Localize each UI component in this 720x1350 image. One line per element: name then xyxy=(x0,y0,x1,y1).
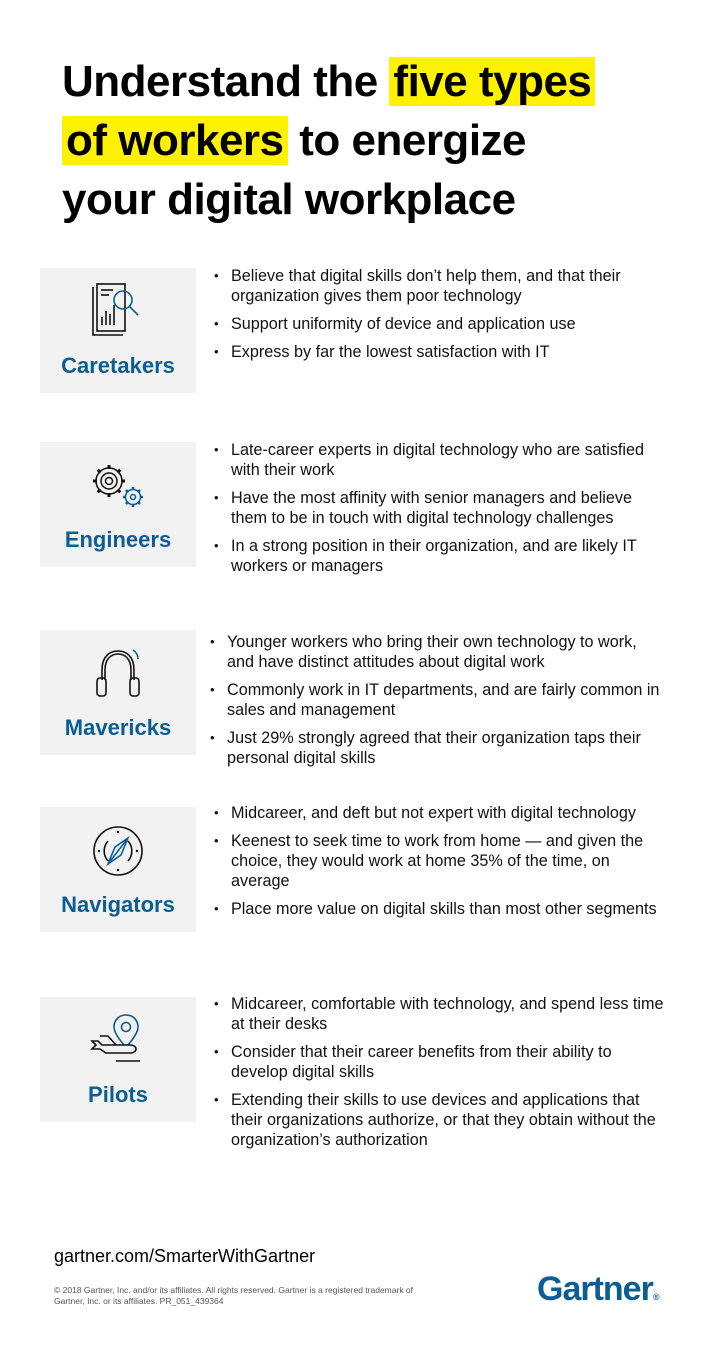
bullet-item: • Place more value on digital skills than most other segments xyxy=(212,899,667,919)
bullet-item: • Support uniformity of device and application use xyxy=(212,314,667,334)
segment-bullets-mavericks xyxy=(208,632,663,776)
gears-icon xyxy=(40,456,196,516)
title-highlight: five types xyxy=(389,57,595,106)
segment-bullets-pilots xyxy=(212,994,672,1158)
title-text: to energize xyxy=(287,116,527,165)
bullet-item: • Just 29% strongly agreed that their organization taps their personal digital skills xyxy=(208,728,663,768)
bullet-item: • Younger workers who bring their own technology to work, and have distinct attitudes about digital work xyxy=(208,632,663,672)
segment-name: Engineers xyxy=(64,527,172,552)
headphones-icon xyxy=(40,644,196,704)
segment-card-caretakers xyxy=(40,268,196,393)
bullet-item: • Extending their skills to use devices and applications that their organizations authorize, or that they obtain without the organization’s authorization xyxy=(212,1090,672,1150)
title-highlight: of workers xyxy=(62,116,288,165)
bullet-item: • In a strong position in their organization, and are likely IT workers or managers xyxy=(212,536,667,576)
page-title xyxy=(62,52,682,229)
segment-name: Navigators xyxy=(61,892,175,917)
copyright-text: © 2018 Gartner, Inc. and/or its affiliates. All rights reserved. Gartner is a registered trademark of Gartner, Inc. or its affiliates. PR_051_439364 xyxy=(54,1285,414,1306)
bullet-item: • Midcareer, comfortable with technology, and spend less time at their desks xyxy=(212,994,672,1034)
segment-bullets-engineers xyxy=(212,440,667,584)
registered-mark: ® xyxy=(652,1292,659,1302)
document-magnifier-icon xyxy=(40,282,196,342)
segment-card-mavericks xyxy=(40,630,196,755)
bullet-item: • Late-career experts in digital technology who are satisfied with their work xyxy=(212,440,667,480)
segment-bullets-caretakers xyxy=(212,266,667,370)
segment-card-engineers xyxy=(40,442,196,567)
footer-link[interactable]: gartner.com/SmarterWithGartner xyxy=(54,1246,316,1266)
gartner-logo xyxy=(537,1270,658,1309)
bullet-item: • Consider that their career benefits from their ability to develop digital skills xyxy=(212,1042,672,1082)
bullet-item: • Believe that digital skills don’t help them, and that their organization gives them poor technology xyxy=(212,266,667,306)
bullet-item: • Have the most affinity with senior managers and believe them to be in touch with digital technology challenges xyxy=(212,488,667,528)
title-text: your digital workplace xyxy=(62,175,516,224)
segment-card-navigators xyxy=(40,807,196,932)
segment-card-pilots xyxy=(40,997,196,1122)
title-text: Understand the xyxy=(62,57,390,106)
compass-icon xyxy=(40,821,196,881)
logo-text: Gartner xyxy=(537,1270,653,1308)
bullet-item: • Midcareer, and deft but not expert with digital technology xyxy=(212,803,667,823)
plane-location-pin-icon xyxy=(40,1011,196,1071)
segment-name: Mavericks xyxy=(64,715,172,740)
segment-name: Pilots xyxy=(88,1082,148,1107)
segment-name: Caretakers xyxy=(61,353,175,378)
segment-bullets-navigators xyxy=(212,803,667,927)
bullet-item: • Keenest to seek time to work from home — and given the choice, they would work at home 35% of the time, on average xyxy=(212,831,667,891)
bullet-item: • Commonly work in IT departments, and are fairly common in sales and management xyxy=(208,680,663,720)
bullet-item: • Express by far the lowest satisfaction with IT xyxy=(212,342,667,362)
